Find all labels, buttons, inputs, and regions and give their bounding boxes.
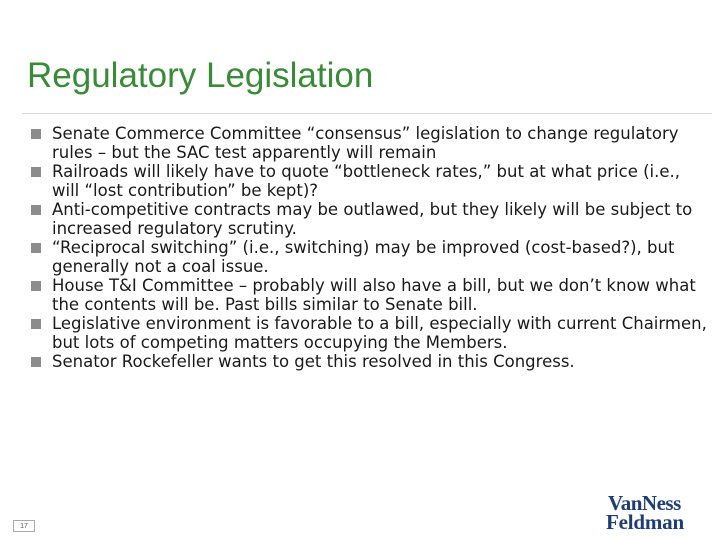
square-bullet-icon [31,167,41,177]
bullet-item [31,200,711,238]
bullet-item [31,124,711,162]
bullet-text: Legislative environment is favorable to a bill, especially with current Chairmen, but lots of competing matters occupying the Members. [52,314,707,352]
square-bullet-icon [31,205,41,215]
square-bullet-icon [31,319,41,329]
square-bullet-icon [31,357,41,367]
page-number: 17 [13,520,35,532]
slide-title: Regulatory Legislation [27,56,374,95]
bullet-item [31,352,711,371]
square-bullet-icon [31,281,41,291]
logo-line-2: Feldman [606,509,684,534]
bullet-item [31,314,711,352]
vanness-feldman-logo [606,491,684,534]
bullet-text: Senate Commerce Committee “consensus” legislation to change regulatory rules – but the SAC test apparently will remain [52,124,679,162]
bullet-item [31,238,711,276]
bullet-text: “Reciprocal switching” (i.e., switching) may be improved (cost-based?), but generally not a coal issue. [52,238,675,276]
square-bullet-icon [31,129,41,139]
bullet-list [31,124,711,371]
bullet-item [31,162,711,200]
square-bullet-icon [31,243,41,253]
bullet-item [31,276,711,314]
bullet-text: Anti-competitive contracts may be outlawed, but they likely will be subject to increased regulatory scrutiny. [52,200,693,238]
title-divider [22,113,712,114]
bullet-text: Senator Rockefeller wants to get this resolved in this Congress. [52,352,575,371]
logo-line-1: VanNess [608,491,681,515]
bullet-text: House T&I Committee – probably will also have a bill, but we don’t know what the contents will be. Past bills similar to Senate bill. [52,276,696,314]
bullet-text: Railroads will likely have to quote “bottleneck rates,” but at what price (i.e., will “lost contribution” be kept)? [52,162,681,200]
